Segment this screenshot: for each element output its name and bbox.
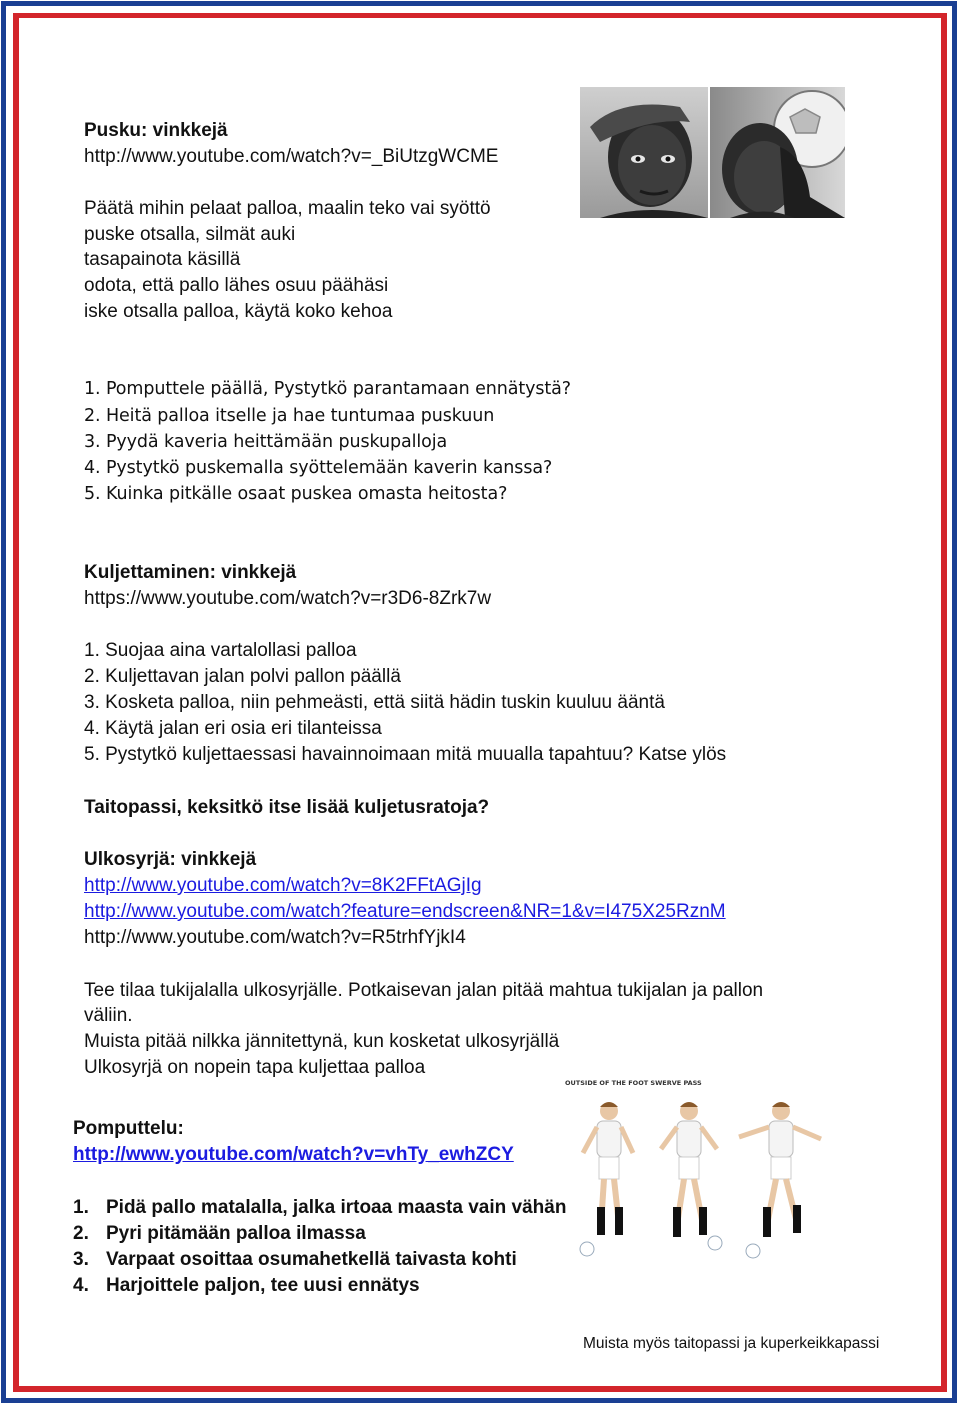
pusku-exercise: 2. Heitä palloa itselle ja hae tuntumaa puskuun <box>84 406 495 426</box>
pusku-exercise: 3. Pyydä kaveria heittämään puskupalloja <box>84 432 448 452</box>
player-figure-3 <box>739 1102 821 1258</box>
illustration-caption: OUTSIDE OF THE FOOT SWERVE PASS <box>565 1079 702 1087</box>
pomputtelu-item-text: Pidä pallo matalalla, jalka irtoaa maasta vain vähän <box>106 1197 567 1218</box>
pusku-tip: Päätä mihin pelaat palloa, maalin teko vai syöttö <box>84 198 491 219</box>
heading-player-photo-drawing <box>580 87 845 218</box>
player-figure-1 <box>580 1102 633 1256</box>
taitopassi-note: Taitopassi, keksitkö itse lisää kuljetusratoja? <box>84 797 490 818</box>
pusku-exercise: 4. Pystytkö puskemalla syöttelemään kaverin kanssa? <box>84 458 553 478</box>
kuljettaminen-title: Kuljettaminen: vinkkejä <box>84 562 297 583</box>
pomputtelu-item-text: Harjoittele paljon, tee uusi ennätys <box>106 1275 420 1296</box>
kuljettaminen-item: 4. Käytä jalan eri osia eri tilanteissa <box>84 718 382 739</box>
swerve-pass-illustration <box>557 1075 829 1275</box>
pomputtelu-item-number: 3. <box>73 1249 89 1270</box>
pomputtelu-title: Pomputtelu: <box>73 1118 184 1139</box>
pomputtelu-video-url[interactable]: http://www.youtube.com/watch?v=vhTy_ewhZCY <box>73 1144 514 1165</box>
footer-note: Muista myös taitopassi ja kuperkeikkapassi <box>583 1335 880 1352</box>
kuljettaminen-item: 5. Pystytkö kuljettaessasi havainnoimaan mitä muualla tapahtuu? Katse ylös <box>84 744 727 765</box>
ulkosyrja-text: Muista pitää nilkka jännitettynä, kun kosketat ulkosyrjällä <box>84 1031 560 1052</box>
pusku-tip: odota, että pallo lähes osuu päähäsi <box>84 275 389 296</box>
pusku-tip: puske otsalla, silmät auki <box>84 224 296 245</box>
ulkosyrja-text: Ulkosyrjä on nopein tapa kuljettaa palloa <box>84 1057 426 1078</box>
pomputtelu-item-text: Varpaat osoittaa osumahetkellä taivasta kohti <box>106 1249 517 1270</box>
kuljettaminen-item: 1. Suojaa aina vartalollasi palloa <box>84 640 357 661</box>
pusku-title: Pusku: vinkkejä <box>84 120 228 141</box>
kuljettaminen-video-url[interactable]: https://www.youtube.com/watch?v=r3D6-8Zrk7w <box>84 588 492 609</box>
heading-player-photo <box>580 87 845 218</box>
pomputtelu-item-number: 2. <box>73 1223 89 1244</box>
ulkosyrja-text: Tee tilaa tukijalalla ulkosyrjälle. Potkaisevan jalan pitää mahtua tukijalan ja pallon <box>84 980 764 1001</box>
pusku-video-url[interactable]: http://www.youtube.com/watch?v=_BiUtzgWCME <box>84 146 499 167</box>
ulkosyrja-link[interactable]: http://www.youtube.com/watch?v=R5trhfYjkI4 <box>84 927 466 948</box>
ulkosyrja-link[interactable]: http://www.youtube.com/watch?v=8K2FFtAGjIg <box>84 875 482 896</box>
ulkosyrja-link[interactable]: http://www.youtube.com/watch?feature=endscreen&NR=1&v=I475X25RznM <box>84 901 726 922</box>
swerve-pass-drawing <box>557 1075 829 1275</box>
kuljettaminen-item: 2. Kuljettavan jalan polvi pallon päällä <box>84 666 401 687</box>
ulkosyrja-title: Ulkosyrjä: vinkkejä <box>84 849 257 870</box>
pusku-exercise: 5. Kuinka pitkälle osaat puskea omasta heitosta? <box>84 484 508 504</box>
pusku-tip: iske otsalla palloa, käytä koko kehoa <box>84 301 393 322</box>
kuljettaminen-item: 3. Kosketa palloa, niin pehmeästi, että siitä hädin tuskin kuuluu ääntä <box>84 692 665 713</box>
pusku-tip: tasapainota käsillä <box>84 249 241 270</box>
ulkosyrja-text: väliin. <box>84 1005 133 1026</box>
player-figure-2 <box>661 1102 722 1250</box>
pomputtelu-item-text: Pyri pitämään palloa ilmassa <box>106 1223 366 1244</box>
pomputtelu-item-number: 4. <box>73 1275 89 1296</box>
pomputtelu-item-number: 1. <box>73 1197 89 1218</box>
pusku-exercise: 1. Pomputtele päällä, Pystytkö parantamaan ennätystä? <box>84 379 571 399</box>
